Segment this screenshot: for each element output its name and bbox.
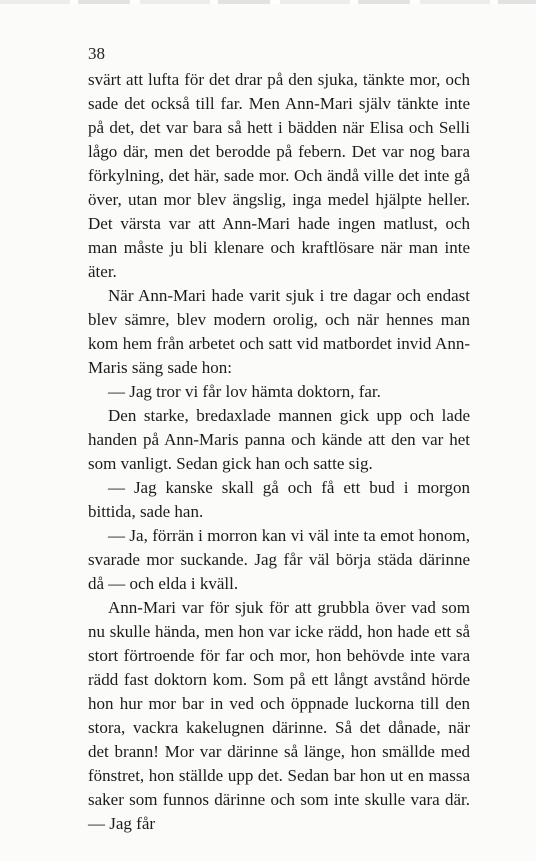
page-top-edge xyxy=(0,0,536,4)
page-number: 38 xyxy=(88,44,105,63)
paragraph: svärt att lufta för det drar på den sjuka, tänkte mor, och sade det också till far. Men Ann-Mari själv tänkte inte på det, det var bara så hett i bädden när Elisa och Selli lågo där, men det berodde på febern. Det var nog bara förkylning, det här, sade mor. Och ändå ville det inte gå över, utan mor blev ängslig, inga medel hjälpte heller. Det värsta var att Ann-Mari hade ingen matlust, och man måste ju bli klenare och kraftlösare när man inte äter. xyxy=(88,70,470,281)
body-text xyxy=(88,68,470,836)
paragraph: Ann-Mari var för sjuk för att grubbla över vad som nu skulle hända, men hon var icke rädd, hon hade ett så stort förtroende för far och mor, hon behövde inte vara rädd fast doktorn kom. Som på ett långt avstånd hörde hon hur mor bar in ved och öppnade luckorna till den stora, vackra kakelugnen därinne. Så det dånade, när det brann! Mor var därinne så länge, hon smällde med fönstret, hon ställde upp det. Sedan bar hon ut en massa saker som funnos därinne och som inte skulle vara där. — Jag får xyxy=(88,598,470,833)
paragraph: — Ja, förrän i morron kan vi väl inte ta emot honom, svarade mor suckande. Jag får väl börja städa därinne då — och elda i kväll. xyxy=(88,526,470,593)
paragraph: — Jag tror vi får lov hämta doktorn, far. xyxy=(108,382,381,401)
paragraph: — Jag kanske skall gå och få ett bud i morgon bittida, sade han. xyxy=(88,478,470,521)
paragraph: Den starke, bredaxlade mannen gick upp och lade handen på Ann-Maris panna och kände att den var het som vanligt. Sedan gick han och satte sig. xyxy=(88,406,470,473)
paragraph: När Ann-Mari hade varit sjuk i tre dagar och endast blev sämre, blev modern orolig, och när hennes man kom hem från arbetet och satt vid matbordet invid Ann-Maris säng sade hon: xyxy=(88,286,470,377)
